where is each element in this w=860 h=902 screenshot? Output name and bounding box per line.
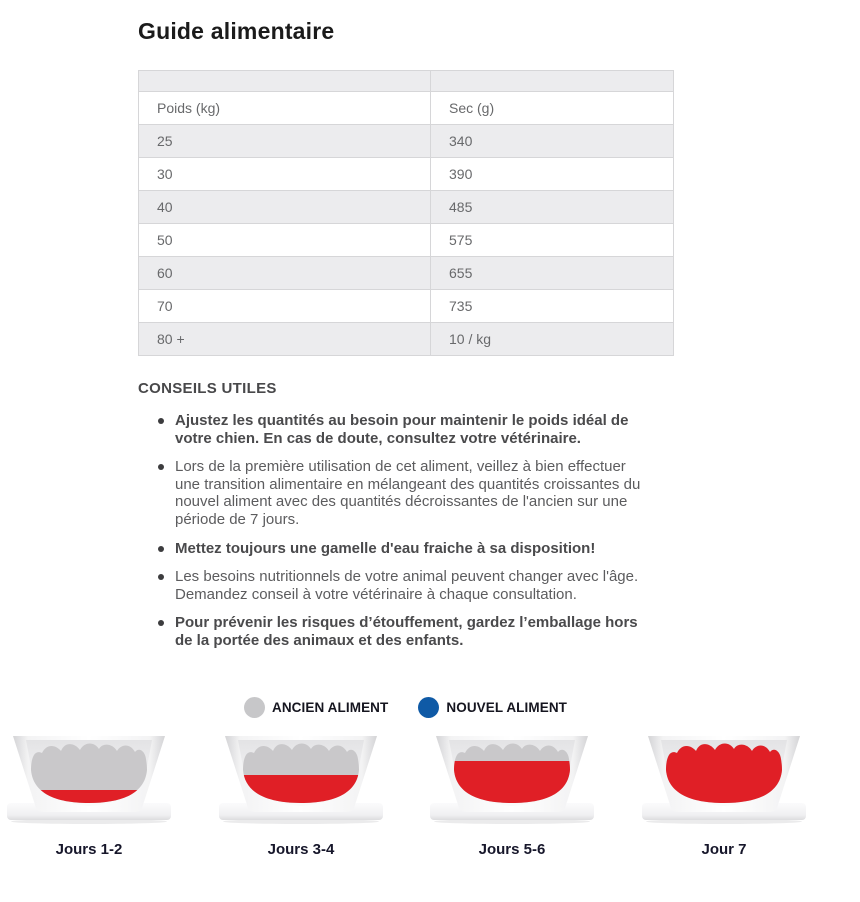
legend-item — [418, 697, 567, 718]
old-food-dot-icon — [244, 697, 265, 718]
legend-item — [244, 697, 388, 718]
column-header-poids: Poids (kg) — [139, 92, 431, 125]
table-cell: 25 — [139, 125, 431, 158]
transition-legend — [138, 697, 673, 719]
table-row — [139, 224, 674, 257]
bowl-label: Jour 7 — [701, 840, 747, 858]
table-cell: 390 — [431, 158, 674, 191]
table-row — [139, 191, 674, 224]
table-spacer-row — [139, 71, 674, 92]
legend-label: ANCIEN ALIMENT — [271, 700, 389, 716]
tip-item: Les besoins nutritionnels de votre animal peuvent changer avec l'âge. Demandez conseil à votre vétérinaire à chaque consultation. — [158, 568, 650, 603]
table-row — [139, 290, 674, 323]
tips-list — [138, 412, 650, 650]
transition-bowls — [0, 732, 860, 866]
new-food-dot-icon — [418, 697, 439, 718]
food-bowl-icon — [427, 732, 597, 824]
table-cell: 10 / kg — [431, 323, 674, 356]
bowl-label: Jours 3-4 — [267, 840, 335, 858]
tip-item: Mettez toujours une gamelle d'eau fraiche à sa disposition! — [158, 540, 650, 558]
table-cell: 735 — [431, 290, 674, 323]
table-cell: 340 — [431, 125, 674, 158]
table-spacer-cell — [139, 71, 431, 92]
bowl-figure — [427, 732, 597, 858]
table-cell: 30 — [139, 158, 431, 191]
bowl-figure — [4, 732, 174, 858]
tips-heading: CONSEILS UTILES — [138, 380, 277, 397]
table-row — [139, 323, 674, 356]
table-row — [139, 125, 674, 158]
bowl-label: Jours 1-2 — [55, 840, 123, 858]
bowl-label: Jours 5-6 — [478, 840, 546, 858]
table-cell: 70 — [139, 290, 431, 323]
legend-label: NOUVEL ALIMENT — [446, 700, 568, 716]
table-cell: 80 + — [139, 323, 431, 356]
food-bowl-icon — [639, 732, 809, 824]
table-cell: 485 — [431, 191, 674, 224]
table-row — [139, 257, 674, 290]
column-header-sec: Sec (g) — [431, 92, 674, 125]
table-header-row — [139, 92, 674, 125]
table-cell: 655 — [431, 257, 674, 290]
feeding-guide-table — [138, 70, 674, 356]
table-cell: 40 — [139, 191, 431, 224]
table-cell: 50 — [139, 224, 431, 257]
table-cell: 60 — [139, 257, 431, 290]
food-bowl-icon — [4, 732, 174, 824]
table-spacer-cell — [431, 71, 674, 92]
bowl-figure — [216, 732, 386, 858]
tip-item: Lors de la première utilisation de cet aliment, veillez à bien effectuer une transition alimentaire en mélangeant des quantités croissantes du nouvel aliment avec des quantités décroissantes de l'ancien sur une période de 7 jours. — [158, 458, 650, 528]
food-bowl-icon — [216, 732, 386, 824]
tip-item: Pour prévenir les risques d’étouffement, gardez l’emballage hors de la portée des animaux et des enfants. — [158, 614, 650, 649]
table-row — [139, 158, 674, 191]
page-title: Guide alimentaire — [138, 18, 335, 44]
bowl-figure — [639, 732, 809, 858]
tip-item: Ajustez les quantités au besoin pour maintenir le poids idéal de votre chien. En cas de doute, consultez votre vétérinaire. — [158, 412, 650, 447]
table-cell: 575 — [431, 224, 674, 257]
